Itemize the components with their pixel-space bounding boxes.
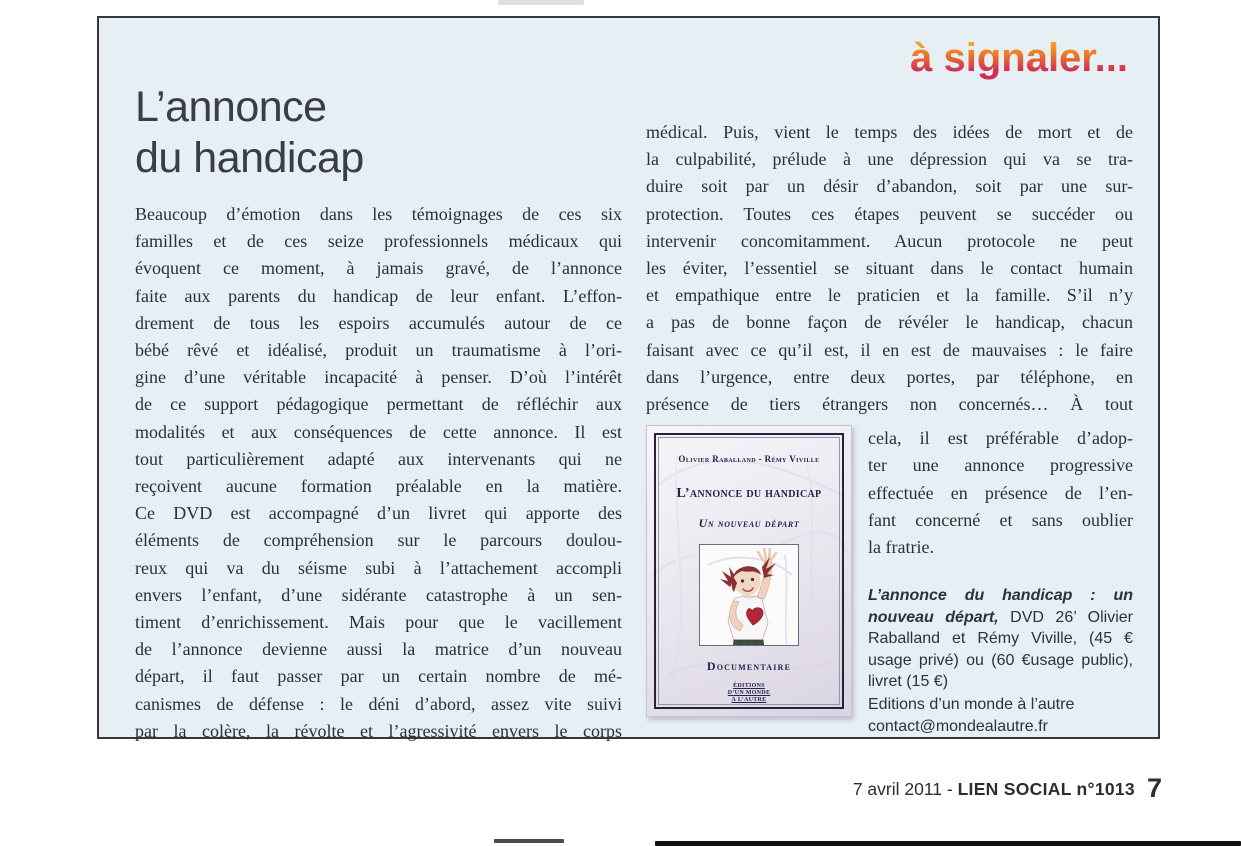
page-number: 7 bbox=[1146, 773, 1162, 803]
caption-lead: L’annonce du handicap : un nouveau départ, bbox=[868, 587, 1133, 626]
article-wrap-text: cela, il est préférable d’adop- ter une annonce progressive effectuée en présence de l’en- fant concerné et sans oublier la fratrie. bbox=[868, 428, 1133, 558]
dvd-cover bbox=[646, 425, 852, 717]
page-footer bbox=[853, 773, 1162, 804]
cover-content bbox=[659, 438, 839, 704]
article-panel bbox=[97, 16, 1160, 739]
girl-illustration bbox=[699, 544, 799, 646]
dvd-caption bbox=[868, 585, 1133, 738]
article-column-right-top: médical. Puis, vient le temps des idées de mort et de la culpabilité, prélude à une dépression qui va se tra- duire soit par un désir d’abandon, soit par une sur- protection. Toutes ces étapes peuvent se succéder ou intervenir concomitamment. Aucun protocole ne peut les éviter, l’essentiel se situant dans le contact humain et empathique entre le praticien et la famille. S’il n’y a pas de bonne façon de révéler le handicap, chacun faisant avec ce qu’il est, il en est de mauvaises : le faire dans l’urgence, entre deux portes, par téléphone, en présence de tiers étrangers non concernés… À tout bbox=[646, 122, 1133, 415]
footer-magazine: LIEN SOCIAL n°1013 bbox=[957, 779, 1135, 799]
article-title: L’annonce du handicap bbox=[135, 83, 364, 182]
footer-date: 7 avril 2011 - bbox=[852, 779, 958, 799]
scan-artifact-bottom-left bbox=[494, 839, 564, 843]
caption-main bbox=[868, 585, 1133, 693]
caption-publisher: Editions d’un monde à l’autre bbox=[868, 695, 1075, 713]
cover-genre: Documentaire bbox=[706, 659, 792, 674]
scan-artifact-top bbox=[498, 0, 584, 5]
cover-authors: Olivier Raballand - Rémy Viville bbox=[678, 454, 820, 465]
beside-cover bbox=[868, 425, 1133, 738]
article-column-right bbox=[646, 119, 1133, 738]
section-label: à signaler... bbox=[910, 36, 1128, 80]
caption-rest: DVD 26’ Olivier Raballand et Rémy Viville, (45 € usage privé) ou (60 €usage public), livret (15 €) bbox=[868, 608, 1134, 691]
cover-title: L’annonce du handicap bbox=[676, 486, 822, 502]
dvd-row bbox=[646, 425, 1133, 738]
caption-email: contact@mondealautre.fr bbox=[868, 718, 1048, 736]
cover-subtitle: Un nouveau départ bbox=[698, 515, 800, 530]
article-column-left: Beaucoup d’émotion dans les témoignages de ces six familles et de ces seize professionnels médicaux qui évoquent ce moment, à jamais gravé, de l’annonce faite aux parents du handicap de leur enfant. L’effon- drement de tous les espoirs accumulés autour de ce bébé rêvé et idéalisé, produit un traumatisme à l’ori- gine d’une véritable incapacité à penser. D’où l’intérêt de ce support pédagogique permettant de réfléchir aux modalités et aux conséquences de cette annonce. Il est tout particulièrement adapté aux intervenants qui ne reçoivent aucune formation préalable en la matière. Ce DVD est accompagné d’un livret qui apporte des éléments de compréhension sur le parcours doulou- reux qui va du séisme subi à l’attachement accompli envers l’enfant, d’une sidérante catastrophe à un sen- timent d’enrichissement. Mais pour que le vacillement de l’annonce devienne aussi la matrice d’un nouveau départ, il faut passer par un certain nombre de mé- canismes de défense : le déni d’abord, assez vite suivi par la colère, la révolte et l’agressivité envers le corps bbox=[135, 204, 622, 741]
cover-publisher-logo: ÉDITIONS D’UN MONDE À L’AUTRE bbox=[727, 683, 771, 704]
scan-artifact-bottom-right bbox=[655, 841, 1241, 846]
